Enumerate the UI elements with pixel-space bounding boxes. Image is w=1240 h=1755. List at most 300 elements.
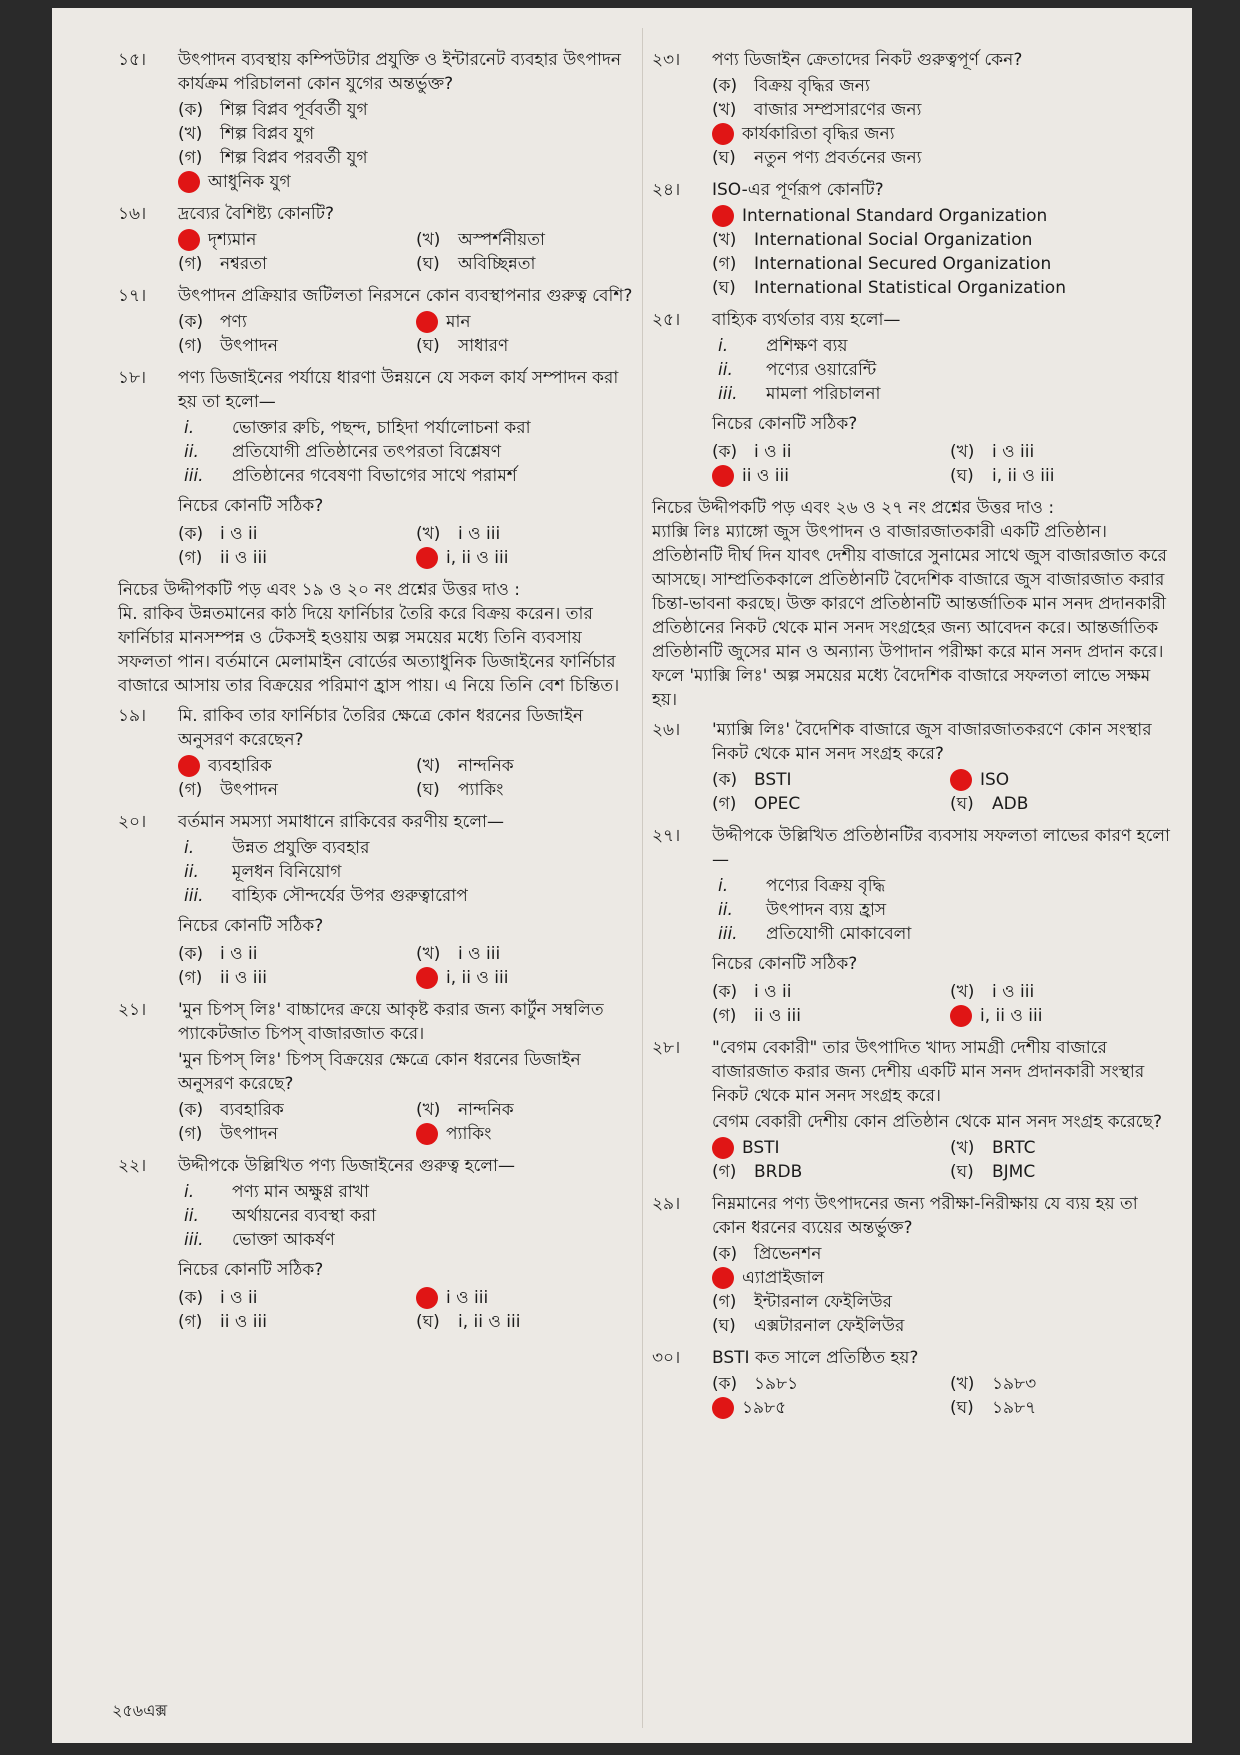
answer-option[interactable]: [950, 1136, 1172, 1160]
which-correct-prompt: নিচের কোনটি সঠিক?: [712, 414, 858, 434]
answer-option[interactable]: [712, 1004, 934, 1028]
answer-option[interactable]: [178, 522, 400, 546]
selected-answer-mark: [712, 1267, 734, 1289]
option-text: i ও ii: [220, 1288, 258, 1308]
answer-option[interactable]: [950, 980, 1172, 1004]
answer-option[interactable]: [178, 942, 400, 966]
option-label: (খ): [950, 1138, 975, 1158]
answer-option[interactable]: [178, 146, 638, 170]
option-label: (গ): [178, 548, 203, 568]
option-text: বিক্রয় বৃদ্ধির জন্য: [754, 76, 870, 96]
option-label: (ঘ): [416, 254, 440, 274]
option-text: International Social Organization: [754, 230, 1033, 250]
statement-numeral: iii.: [184, 1230, 204, 1250]
question-number: ২৭।: [652, 826, 681, 846]
answer-option[interactable]: [178, 1286, 400, 1310]
question-number: ২৬।: [652, 720, 681, 740]
question-number: ২২।: [118, 1156, 147, 1176]
option-label: (ক): [712, 982, 738, 1002]
answer-option[interactable]: [712, 276, 1172, 300]
option-list: [178, 1098, 638, 1146]
answer-option[interactable]: [178, 170, 638, 194]
option-label: (খ): [712, 100, 737, 120]
option-text: আধুনিক যুগ: [208, 172, 291, 192]
question-number: ২১।: [118, 1000, 147, 1020]
selected-answer-mark: [416, 311, 438, 333]
option-label: (গ): [712, 1162, 737, 1182]
question-q29: [652, 1192, 1172, 1338]
option-label: (খ): [950, 442, 975, 462]
answer-option[interactable]: [712, 464, 934, 488]
answer-option[interactable]: [416, 546, 638, 570]
answer-option[interactable]: [416, 310, 638, 334]
option-text: এক্সটারনাল ফেইলিউর: [754, 1316, 905, 1336]
answer-option[interactable]: [950, 1396, 1172, 1420]
option-text: প্যাকিং: [458, 780, 504, 800]
option-text: ১৯৮৭: [992, 1398, 1037, 1418]
option-list: [178, 522, 638, 570]
question-q21: [118, 998, 638, 1146]
option-label: (ঘ): [950, 1398, 974, 1418]
option-text: i, ii ও iii: [446, 968, 509, 988]
option-label: (খ): [178, 124, 203, 144]
selected-answer-mark: [712, 123, 734, 145]
answer-option[interactable]: [950, 768, 1172, 792]
column-divider: [642, 28, 643, 1728]
answer-option[interactable]: [712, 1136, 934, 1160]
option-label: (গ): [178, 148, 203, 168]
selected-answer-mark: [712, 1397, 734, 1419]
statement-numeral: iii.: [718, 384, 738, 404]
option-list: [712, 1242, 1172, 1338]
option-text: কার্যকারিতা বৃদ্ধির জন্য: [742, 124, 895, 144]
option-text: ii ও iii: [220, 1312, 267, 1332]
answer-option[interactable]: [416, 754, 638, 778]
option-label: (ক): [178, 1100, 204, 1120]
option-text: ব্যবহারিক: [220, 1100, 284, 1120]
question-number: ১৫।: [118, 50, 147, 70]
stimulus-intro: নিচের উদ্দীপকটি পড় এবং ১৯ ও ২০ নং প্রশ্নের উত্তর দাও :: [118, 580, 521, 600]
question-number: ২০।: [118, 812, 147, 832]
option-label: (ঘ): [712, 1316, 736, 1336]
question-number: ২৫।: [652, 310, 681, 330]
answer-option[interactable]: [712, 1266, 1172, 1290]
answer-option[interactable]: [950, 464, 1172, 488]
statement-item: [184, 464, 638, 488]
statement-item: [184, 860, 638, 884]
statement-text: প্রতিযোগী প্রতিষ্ঠানের তৎপরতা বিশ্লেষণ: [232, 442, 502, 462]
statement-list: [184, 836, 638, 908]
question-text: 'মুন চিপস্ লিঃ' বাচ্চাদের ক্রয়ে আকৃষ্ট করার জন্য কার্টুন সম্বলিত প্যাকেটজাত চিপস্ বাজারজাত করে।: [178, 1000, 604, 1044]
question-text: বর্তমান সমস্যা সমাধানে রাকিবের করণীয় হলো—: [178, 812, 504, 832]
statement-list: [718, 874, 1172, 946]
option-text: BSTI: [754, 770, 792, 790]
answer-option[interactable]: [712, 440, 934, 464]
answer-option[interactable]: [416, 522, 638, 546]
which-correct-prompt: নিচের কোনটি সঠিক?: [178, 1260, 324, 1280]
question-q19: [118, 704, 638, 802]
answer-option[interactable]: [416, 228, 638, 252]
option-text: BSTI: [742, 1138, 780, 1158]
statement-numeral: i.: [184, 1182, 195, 1202]
question-text: উদ্দীপকে উল্লিখিত পণ্য ডিজাইনের গুরুত্ব হলো—: [178, 1156, 515, 1176]
answer-option[interactable]: [712, 1396, 934, 1420]
selected-answer-mark: [178, 229, 200, 251]
answer-option[interactable]: [712, 1160, 934, 1184]
question-q30: [652, 1346, 1172, 1420]
statement-numeral: i.: [718, 876, 729, 896]
answer-option[interactable]: [712, 792, 934, 816]
option-text: ADB: [992, 794, 1029, 814]
option-text: ii ও iii: [754, 1006, 801, 1026]
page-footer: ২৫৬এক্স: [112, 1701, 168, 1720]
option-text: i ও iii: [458, 524, 501, 544]
option-text: i ও iii: [446, 1288, 489, 1308]
answer-option[interactable]: [416, 942, 638, 966]
selected-answer-mark: [416, 1123, 438, 1145]
answer-option[interactable]: [416, 252, 638, 276]
option-label: (ক): [712, 442, 738, 462]
option-text: নতুন পণ্য প্রবর্তনের জন্য: [754, 148, 922, 168]
option-text: শিল্প বিপ্লব পরবর্তী যুগ: [220, 148, 368, 168]
option-label: (গ): [178, 254, 203, 274]
option-text: i ও iii: [458, 944, 501, 964]
answer-option[interactable]: [712, 1290, 1172, 1314]
option-text: ১৯৮৫: [742, 1398, 787, 1418]
question-number: ২৩।: [652, 50, 681, 70]
answer-option[interactable]: [178, 310, 400, 334]
stimulus-intro: নিচের উদ্দীপকটি পড় এবং ২৬ ও ২৭ নং প্রশ্নের উত্তর দাও :: [652, 498, 1055, 518]
statement-item: [718, 358, 1172, 382]
stimulus-stem2: [652, 496, 1172, 712]
option-text: এ্যাপ্রাইজাল: [742, 1268, 825, 1288]
option-text: i ও ii: [754, 442, 792, 462]
option-label: (ক): [178, 1288, 204, 1308]
statement-numeral: iii.: [184, 466, 204, 486]
option-text: অবিচ্ছিন্নতা: [458, 254, 536, 274]
statement-text: প্রশিক্ষণ ব্যয়: [766, 336, 848, 356]
answer-option[interactable]: [950, 1160, 1172, 1184]
option-text: প্রিভেনশন: [754, 1244, 822, 1264]
answer-option[interactable]: [712, 1242, 1172, 1266]
option-list: [178, 942, 638, 990]
option-label: (ক): [712, 770, 738, 790]
statement-text: উৎপাদন ব্যয় হ্রাস: [766, 900, 887, 920]
question-text: উৎপাদন ব্যবস্থায় কম্পিউটার প্রযুক্তি ও ইন্টারনেট ব্যবহার উৎপাদন কার্যক্রম পরিচালনা কোন যুগের অন্তর্ভুক্ত?: [178, 50, 622, 94]
selected-answer-mark: [950, 1005, 972, 1027]
option-text: অস্পর্শনীয়তা: [458, 230, 545, 250]
selected-answer-mark: [178, 755, 200, 777]
option-label: (গ): [712, 1292, 737, 1312]
answer-option[interactable]: [178, 228, 400, 252]
option-list: [712, 768, 1172, 816]
option-label: (ঘ): [416, 780, 440, 800]
option-label: (গ): [712, 254, 737, 274]
answer-option[interactable]: [178, 334, 400, 358]
option-list: [712, 204, 1172, 300]
statement-text: প্রতিযোগী মোকাবেলা: [766, 924, 912, 944]
answer-option[interactable]: [178, 98, 638, 122]
option-label: (খ): [416, 1100, 441, 1120]
option-label: (ঘ): [950, 1162, 974, 1182]
selected-answer-mark: [416, 1287, 438, 1309]
option-label: (ঘ): [712, 278, 736, 298]
statement-item: [718, 334, 1172, 358]
question-number: ২৪।: [652, 180, 681, 200]
option-text: International Statistical Organization: [754, 278, 1066, 298]
option-label: (খ): [950, 1374, 975, 1394]
question-q22: [118, 1154, 638, 1334]
question-text: দ্রব্যের বৈশিষ্ট্য কোনটি?: [178, 204, 335, 224]
question-q15: [118, 48, 638, 194]
option-list: [712, 980, 1172, 1028]
option-text: International Secured Organization: [754, 254, 1052, 274]
question-number: ২৯।: [652, 1194, 681, 1214]
option-label: (ক): [178, 312, 204, 332]
question-text: "বেগম বেকারী" তার উৎপাদিত খাদ্য সামগ্রী দেশীয় বাজারে বাজারজাত করার জন্য দেশীয় একটি মান সনদ প্রদানকারী সংস্থার নিকট থেকে মান সনদ সংগ্রহ করে।: [712, 1038, 1145, 1106]
option-list: [178, 310, 638, 358]
option-text: ii ও iii: [742, 466, 789, 486]
answer-option[interactable]: [712, 980, 934, 1004]
answer-option[interactable]: [712, 252, 1172, 276]
question-text: BSTI কত সালে প্রতিষ্ঠিত হয়?: [712, 1348, 919, 1368]
selected-answer-mark: [416, 967, 438, 989]
selected-answer-mark: [950, 769, 972, 791]
option-label: (গ): [178, 968, 203, 988]
answer-option[interactable]: [712, 74, 1172, 98]
statement-item: [184, 1228, 638, 1252]
option-label: (খ): [416, 230, 441, 250]
exam-page: [52, 8, 1192, 1743]
answer-option[interactable]: [416, 1122, 638, 1146]
question-number: ১৯।: [118, 706, 147, 726]
statement-numeral: ii.: [184, 1206, 199, 1226]
answer-option[interactable]: [178, 546, 400, 570]
option-label: (ক): [712, 76, 738, 96]
answer-option[interactable]: [416, 334, 638, 358]
statement-text: মূলধন বিনিয়োগ: [232, 862, 342, 882]
option-text: i ও ii: [220, 524, 258, 544]
right-column: [652, 48, 1172, 1428]
option-label: (খ): [416, 756, 441, 776]
option-text: ii ও iii: [220, 968, 267, 988]
question-q27: [652, 824, 1172, 1028]
answer-option[interactable]: [178, 1098, 400, 1122]
option-text: i, ii ও iii: [446, 548, 509, 568]
option-text: নান্দনিক: [458, 1100, 514, 1120]
option-text: BRDB: [754, 1162, 803, 1182]
option-label: (গ): [712, 794, 737, 814]
statement-item: [184, 1180, 638, 1204]
answer-option[interactable]: [178, 966, 400, 990]
option-text: ISO: [980, 770, 1010, 790]
answer-option[interactable]: [178, 754, 400, 778]
option-label: (ক): [178, 944, 204, 964]
option-text: মান: [446, 312, 471, 332]
option-label: (ঘ): [950, 466, 974, 486]
option-text: BJMC: [992, 1162, 1036, 1182]
option-label: (গ): [178, 1124, 203, 1144]
option-text: দৃশ্যমান: [208, 230, 257, 250]
option-text: ব্যবহারিক: [208, 756, 272, 776]
option-label: (গ): [712, 1006, 737, 1026]
option-list: [178, 754, 638, 802]
option-label: (খ): [950, 982, 975, 1002]
option-text: বাজার সম্প্রসারণের জন্য: [754, 100, 922, 120]
option-label: (ক): [178, 100, 204, 120]
selected-answer-mark: [712, 465, 734, 487]
statement-numeral: ii.: [718, 900, 733, 920]
selected-answer-mark: [178, 171, 200, 193]
statement-item: [184, 884, 638, 908]
answer-option[interactable]: [416, 1098, 638, 1122]
left-column: [118, 48, 638, 1342]
option-text: OPEC: [754, 794, 801, 814]
option-text: i ও iii: [992, 442, 1035, 462]
statement-item: [718, 874, 1172, 898]
answer-option[interactable]: [950, 1372, 1172, 1396]
question-text: পণ্য ডিজাইন ক্রেতাদের নিকট গুরুত্বপূর্ণ কেন?: [712, 50, 1023, 70]
answer-option[interactable]: [950, 1004, 1172, 1028]
option-label: (ক): [712, 1244, 738, 1264]
option-list: [178, 1286, 638, 1334]
statement-text: ভোক্তার রুচি, পছন্দ, চাহিদা পর্যালোচনা করা: [232, 418, 531, 438]
question-q16: [118, 202, 638, 276]
answer-option[interactable]: [950, 792, 1172, 816]
question-q23: [652, 48, 1172, 170]
answer-option[interactable]: [416, 1286, 638, 1310]
question-text: নিম্নমানের পণ্য উৎপাদনের জন্য পরীক্ষা-নিরীক্ষায় যে ব্যয় হয় তা কোন ধরনের ব্যয়ের অন্তর্ভুক্ত?: [712, 1194, 1138, 1238]
option-text: ইন্টারনাল ফেইলিউর: [754, 1292, 892, 1312]
question-text: 'ম্যাক্সি লিঃ' বৈদেশিক বাজারে জুস বাজারজাতকরণে কোন সংস্থার নিকট থেকে মান সনদ সংগ্রহ করে?: [712, 720, 1152, 764]
option-text: নশ্বরতা: [220, 254, 267, 274]
question-number: ১৬।: [118, 204, 147, 224]
answer-option[interactable]: [712, 1372, 934, 1396]
answer-option[interactable]: [178, 1122, 400, 1146]
stimulus-stem1: [118, 578, 638, 698]
question-subtext: 'মুন চিপস্ লিঃ' চিপস্ বিক্রয়ের ক্ষেত্রে কোন ধরনের ডিজাইন অনুসরণ করেছে?: [178, 1050, 581, 1094]
answer-option[interactable]: [712, 98, 1172, 122]
statement-text: ভোক্তা আকর্ষণ: [232, 1230, 335, 1250]
option-text: i, ii ও iii: [980, 1006, 1043, 1026]
statement-text: বাহ্যিক সৌন্দর্যের উপর গুরুত্বারোপ: [232, 886, 468, 906]
option-label: (গ): [178, 1312, 203, 1332]
option-label: (ঘ): [712, 148, 736, 168]
statement-list: [718, 334, 1172, 406]
statement-item: [184, 836, 638, 860]
answer-option[interactable]: [178, 778, 400, 802]
option-list: [178, 228, 638, 276]
statement-item: [184, 440, 638, 464]
option-text: প্যাকিং: [446, 1124, 492, 1144]
which-correct-prompt: নিচের কোনটি সঠিক?: [178, 916, 324, 936]
statement-item: [184, 416, 638, 440]
option-text: International Standard Organization: [742, 206, 1048, 226]
option-text: i ও ii: [754, 982, 792, 1002]
option-text: i, ii ও iii: [458, 1312, 521, 1332]
question-subtext: বেগম বেকারী দেশীয় কোন প্রতিষ্ঠান থেকে মান সনদ সংগ্রহ করেছে?: [712, 1112, 1162, 1132]
question-text: উৎপাদন প্রক্রিয়ার জটিলতা নিরসনে কোন ব্যবস্থাপনার গুরুত্ব বেশি?: [178, 286, 633, 306]
option-list: [712, 1372, 1172, 1420]
answer-option[interactable]: [712, 122, 1172, 146]
selected-answer-mark: [416, 547, 438, 569]
statement-text: প্রতিষ্ঠানের গবেষণা বিভাগের সাথে পরামর্শ: [232, 466, 517, 486]
answer-option[interactable]: [416, 966, 638, 990]
answer-option[interactable]: [712, 204, 1172, 228]
question-q26: [652, 718, 1172, 816]
question-q18: [118, 366, 638, 570]
question-text: মি. রাকিব তার ফার্নিচার তৈরির ক্ষেত্রে কোন ধরনের ডিজাইন অনুসরণ করেছেন?: [178, 706, 584, 750]
option-text: সাধারণ: [458, 336, 509, 356]
question-q28: [652, 1036, 1172, 1184]
option-text: উৎপাদন: [220, 780, 278, 800]
option-text: i ও iii: [992, 982, 1035, 1002]
option-label: (খ): [712, 230, 737, 250]
answer-option[interactable]: [712, 146, 1172, 170]
option-text: পণ্য: [220, 312, 247, 332]
question-number: ১৮।: [118, 368, 147, 388]
answer-option[interactable]: [712, 768, 934, 792]
option-list: [712, 1136, 1172, 1184]
question-number: ২৮।: [652, 1038, 681, 1058]
stimulus-text: ম্যাক্সি লিঃ ম্যাঙ্গো জুস উৎপাদন ও বাজারজাতকারী একটি প্রতিষ্ঠান। প্রতিষ্ঠানটি দীর্ঘ দিন যাবৎ দেশীয় বাজারে সুনামের সাথে জুস বাজারজাত করে আসছে। সাম্প্রতিককালে প্রতিষ্ঠানটি বৈদেশিক বাজারে জুস বাজারজাত করার চিন্তা-ভাবনা করছে। উক্ত কারণে প্রতিষ্ঠানটি আন্তর্জাতিক মান সনদ প্রদানকারী প্রতিষ্ঠানের নিকট থেকে মান সনদ সংগ্রহের জন্য আবেদন করে। আন্তর্জাতিক প্রতিষ্ঠানটি জুসের মান ও অন্যান্য উপাদান পরীক্ষা করে মান সনদ প্রদান করে। ফলে 'ম্যাক্সি লিঃ' অল্প সময়ের মধ্যে বৈদেশিক বাজারে সফলতা লাভে সক্ষম হয়।: [652, 522, 1167, 710]
statement-text: পণ্য মান অক্ষুণ্ণ রাখা: [232, 1182, 369, 1202]
statement-numeral: ii.: [184, 442, 199, 462]
statement-item: [718, 898, 1172, 922]
answer-option[interactable]: [416, 1310, 638, 1334]
statement-numeral: iii.: [718, 924, 738, 944]
option-text: BRTC: [992, 1138, 1036, 1158]
which-correct-prompt: নিচের কোনটি সঠিক?: [712, 954, 858, 974]
option-text: শিল্প বিপ্লব যুগ: [220, 124, 315, 144]
answer-option[interactable]: [178, 1310, 400, 1334]
option-label: (খ): [416, 524, 441, 544]
statement-item: [718, 922, 1172, 946]
option-label: (গ): [178, 780, 203, 800]
option-label: (ঘ): [416, 336, 440, 356]
question-text: পণ্য ডিজাইনের পর্যায়ে ধারণা উন্নয়নে যে সকল কার্য সম্পাদন করা হয় তা হলো—: [178, 368, 619, 412]
option-label: (ঘ): [416, 1312, 440, 1332]
answer-option[interactable]: [416, 778, 638, 802]
option-text: i ও ii: [220, 944, 258, 964]
answer-option[interactable]: [712, 228, 1172, 252]
statement-list: [184, 416, 638, 488]
statement-numeral: i.: [184, 418, 195, 438]
question-q24: [652, 178, 1172, 300]
option-text: উৎপাদন: [220, 336, 278, 356]
statement-text: মামলা পরিচালনা: [766, 384, 881, 404]
statement-numeral: i.: [184, 838, 195, 858]
answer-option[interactable]: [178, 252, 400, 276]
option-text: i, ii ও iii: [992, 466, 1055, 486]
question-text: বাহ্যিক ব্যর্থতার ব্যয় হলো—: [712, 310, 901, 330]
question-q25: [652, 308, 1172, 488]
statement-numeral: i.: [718, 336, 729, 356]
stimulus-text: মি. রাকিব উন্নতমানের কাঠ দিয়ে ফার্নিচার তৈরি করে বিক্রয় করেন। তার ফার্নিচার মানসম্পন্ন ও টেকসই হওয়ায় অল্প সময়ের মধ্যে তিনি ব্যবসায় সফলতা পান। বর্তমানে মেলামাইন বোর্ডের অত্যাধুনিক ডিজাইনের ফার্নিচার বাজারে আসায় তার বিক্রয়ের পরিমাণ হ্রাস পায়। এ নিয়ে তিনি বেশ চিন্তিত।: [118, 604, 620, 696]
option-text: ১৯৮১: [754, 1374, 799, 1394]
option-label: (গ): [178, 336, 203, 356]
answer-option[interactable]: [178, 122, 638, 146]
question-number: ১৭।: [118, 286, 147, 306]
statement-item: [718, 382, 1172, 406]
option-list: [712, 74, 1172, 170]
statement-text: পণ্যের ওয়ারেন্টি: [766, 360, 877, 380]
answer-option[interactable]: [712, 1314, 1172, 1338]
statement-text: অর্থায়নের ব্যবস্থা করা: [232, 1206, 377, 1226]
statement-numeral: ii.: [184, 862, 199, 882]
answer-option[interactable]: [950, 440, 1172, 464]
question-q20: [118, 810, 638, 990]
